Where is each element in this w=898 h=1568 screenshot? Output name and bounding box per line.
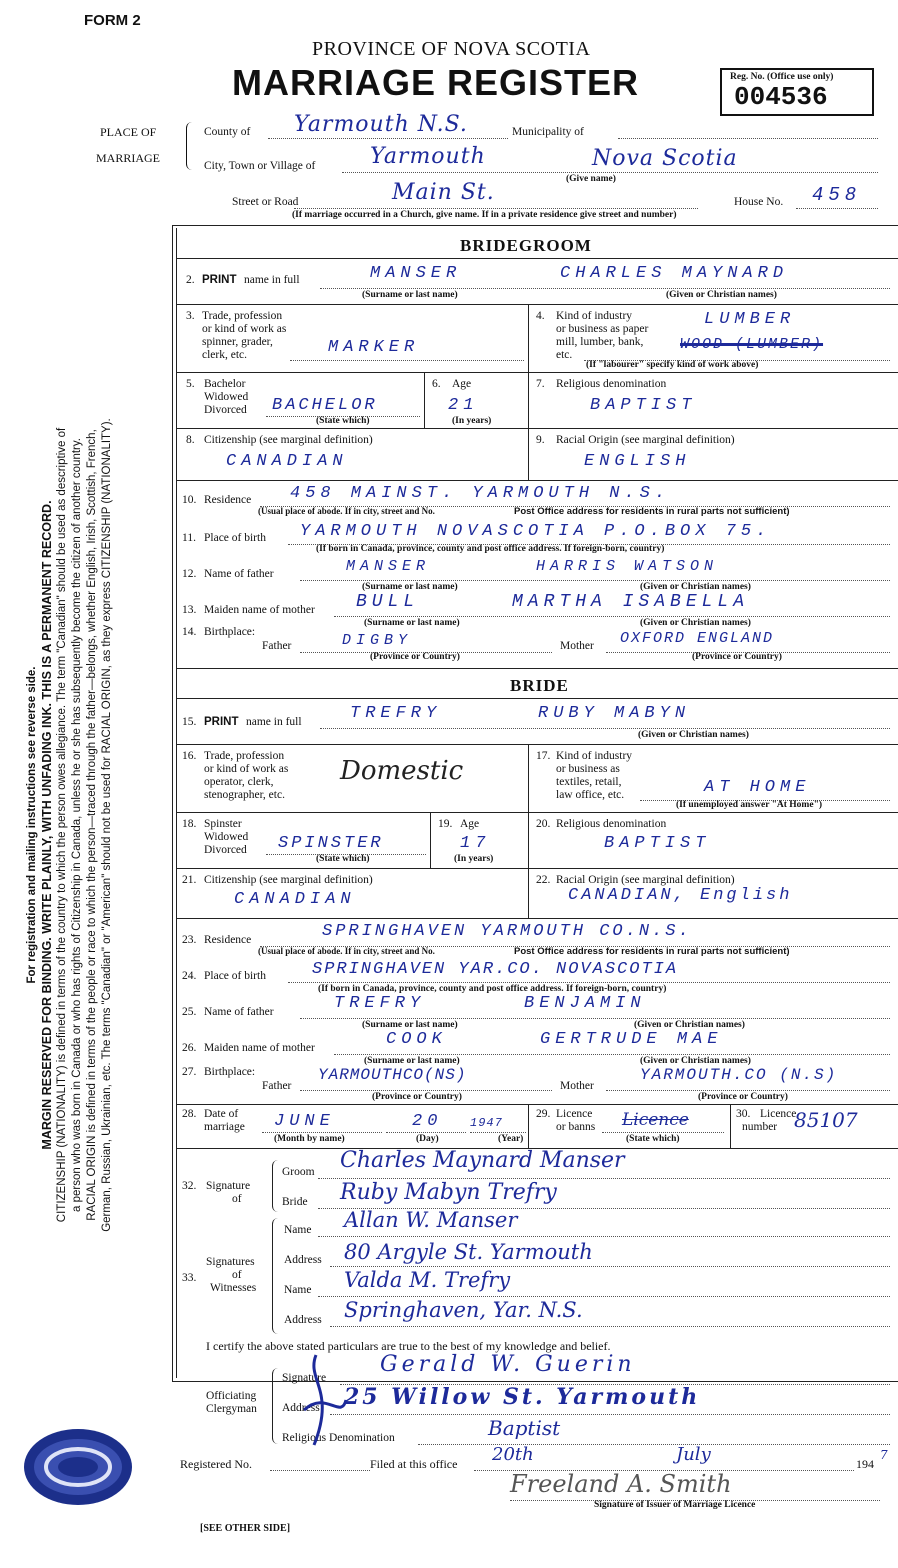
bride-signature: Ruby Mabyn Trefry	[340, 1180, 557, 1205]
bride-religion: BAPTIST	[604, 834, 711, 853]
f12-given-hint: (Given or Christian names)	[640, 582, 751, 592]
f28-day-line	[386, 1132, 466, 1133]
bride-status: SPINSTER	[278, 834, 384, 853]
bride-residence: SPRINGHAVEN YARMOUTH CO.N.S.	[322, 922, 692, 941]
county-label: County of	[204, 126, 251, 138]
f26-given-hint: (Given or Christian names)	[640, 1056, 751, 1066]
registered-line	[270, 1470, 370, 1471]
f23-label: Residence	[204, 934, 252, 946]
f15-line	[320, 728, 890, 729]
f14-num: 14.	[182, 626, 197, 638]
bride-rule-2	[176, 744, 898, 745]
f32-l2: of	[232, 1193, 242, 1205]
groom-rule-5	[176, 480, 898, 481]
frame-inner-left	[176, 228, 177, 1378]
f17-hint: (If unemployed answer "At Home")	[676, 800, 823, 810]
f5-l3: Divorced	[204, 404, 247, 416]
city-label: City, Town or Village of	[204, 160, 316, 172]
form-label: FORM 2	[84, 12, 141, 29]
groom-mother-surname: BULL	[356, 592, 420, 612]
f7-label: Religious denomination	[556, 378, 667, 390]
clergy-addr-label: Address	[282, 1402, 320, 1414]
street-label: Street or Road	[232, 196, 299, 208]
w2-address-line	[330, 1326, 890, 1327]
f4-l3: mill, lumber, bank,	[556, 336, 644, 348]
f22-label: Racial Origin (see marginal definition)	[556, 874, 735, 886]
filed-year-prefix: 194	[856, 1457, 874, 1471]
margin-notes	[25, 175, 115, 1475]
f29-num: 29.	[536, 1108, 551, 1120]
margin-line-4: a person who was born in Canada or who has rights of Citizenship in Canada, unless he or she has subsequently become the citizen of another country.	[71, 438, 83, 1212]
bride-citizenship: CANADIAN	[234, 890, 356, 909]
registered-label: Registered No.	[180, 1457, 252, 1471]
see-other-side: [SEE OTHER SIDE]	[200, 1523, 291, 1534]
issuer-signature: Freeland A. Smith	[510, 1470, 732, 1498]
f28-year-line	[470, 1132, 526, 1133]
street-line	[294, 208, 698, 209]
f9-num: 9.	[536, 434, 545, 446]
f3-l2: or kind of work as	[202, 323, 287, 335]
bride-mother-birth: YARMOUTH.CO (N.S)	[640, 1066, 838, 1084]
witness1-address: 80 Argyle St. Yarmouth	[344, 1240, 593, 1264]
f26-line	[334, 1054, 890, 1055]
groom-col-divider-2	[528, 428, 529, 480]
bride-father-surname: TREFRY	[334, 994, 426, 1013]
groom-surname: MANSER	[370, 264, 462, 283]
bride-industry: AT HOME	[704, 778, 811, 797]
f30-num: 30.	[736, 1108, 751, 1120]
f16-l4: stenographer, etc.	[204, 789, 285, 801]
f15-num: 15.	[182, 716, 197, 728]
give-name-hint: (Give name)	[566, 174, 616, 184]
groom-father-surname: MANSER	[346, 558, 431, 575]
f13-given-hint: (Given or Christian names)	[640, 618, 751, 628]
f10-hint2: Post Office address for residents in rural parts not sufficient)	[514, 506, 790, 517]
groom-industry-struck: WOOD (LUMBER)	[680, 336, 824, 353]
f26-surname-hint: (Surname or last name)	[364, 1056, 460, 1066]
bride-age: 17	[460, 834, 491, 853]
groom-age: 21	[448, 396, 479, 415]
f2-num: 2.	[186, 274, 195, 286]
f9-label: Racial Origin (see marginal definition)	[556, 434, 735, 446]
f21-label: Citizenship (see marginal definition)	[204, 874, 373, 886]
house-label: House No.	[734, 196, 784, 208]
w1-address-label: Address	[284, 1254, 322, 1266]
f4-num: 4.	[536, 310, 545, 322]
clergy-signature: Gerald W. Guerin	[380, 1352, 636, 1377]
city-value: Yarmouth	[370, 144, 486, 169]
f29-l1: Licence	[556, 1108, 593, 1120]
groom-industry: LUMBER	[704, 310, 796, 329]
licence-banns-value: Licence	[622, 1110, 689, 1130]
f20-label: Religious denomination	[556, 818, 667, 830]
groom-rule-2	[176, 304, 898, 305]
f10-num: 10.	[182, 494, 197, 506]
f28-day-hint: (Day)	[416, 1134, 439, 1144]
bride-rule-3	[176, 812, 898, 813]
bride-father-given: BENJAMIN	[524, 994, 646, 1013]
marriage-divider-2	[730, 1104, 731, 1148]
f28-num: 28.	[182, 1108, 197, 1120]
w1-address-line	[330, 1266, 890, 1267]
w2-address-label: Address	[284, 1314, 322, 1326]
f16-l1: Trade, profession	[204, 750, 285, 762]
groom-racial: ENGLISH	[584, 452, 691, 471]
place-heading-2: MARRIAGE	[96, 151, 161, 165]
f6-hint: (In years)	[452, 416, 492, 426]
f27-father-hint: (Province or Country)	[372, 1092, 462, 1102]
county-line	[268, 138, 508, 139]
margin-line-5: RACIAL ORIGIN is defined in terms of the people or race to which the person—traced through the father—belongs, whether English, Irish, Scottish, French,	[86, 429, 98, 1221]
place-note: (If marriage occurred in a Church, give name. If in a private residence give street and number)	[292, 210, 677, 220]
f12-surname-hint: (Surname or last name)	[362, 582, 458, 592]
f33-l1: Signatures	[206, 1256, 255, 1268]
f2-label: name in full	[244, 274, 300, 286]
f33-num: 33.	[182, 1272, 197, 1284]
f27-mother-hint: (Province or Country)	[698, 1092, 788, 1102]
bride-age-divider-r	[528, 812, 529, 868]
bride-col-divider-2	[528, 868, 529, 918]
clergy-l1: Officiating	[206, 1390, 257, 1402]
w2-name-line	[318, 1296, 890, 1297]
f15-label: name in full	[246, 716, 302, 728]
f28-month-line	[262, 1132, 382, 1133]
margin-line-2: MARGIN RESERVED FOR BINDING. WRITE PLAINLY, WITH UNFADING INK. THIS IS A PERMANENT RECORD.	[40, 500, 54, 1150]
groom-signature: Charles Maynard Manser	[340, 1148, 625, 1173]
clergy-religion-label: Religious Denomination	[282, 1432, 395, 1444]
place-brace	[186, 122, 195, 170]
f18-num: 18.	[182, 818, 197, 830]
f30-l2: number	[742, 1121, 778, 1133]
f24-label: Place of birth	[204, 970, 266, 982]
f12-line	[300, 580, 890, 581]
f5-num: 5.	[186, 378, 195, 390]
groom-given: CHARLES MAYNARD	[560, 264, 789, 283]
f16-l3: operator, clerk,	[204, 776, 274, 788]
county-value: Yarmouth N.S.	[294, 112, 468, 137]
f23-hint1: (Usual place of abode. If in city, street and No.	[258, 946, 435, 956]
f5-l2: Widowed	[204, 391, 249, 403]
groom-age-divider-l	[424, 372, 425, 428]
f27-father: Father	[262, 1080, 292, 1092]
filed-label: Filed at this office	[370, 1457, 458, 1471]
f7-num: 7.	[536, 378, 545, 390]
f28-month-hint: (Month by name)	[274, 1134, 345, 1144]
groom-citizenship: CANADIAN	[226, 452, 348, 471]
groom-residence: 458 MAINST. YARMOUTH N.S.	[290, 484, 671, 503]
groom-rule-3	[176, 372, 898, 373]
f30-l1: Licence	[760, 1108, 797, 1120]
clergy-flourish-mark	[296, 1350, 356, 1450]
f19-label: Age	[460, 818, 480, 830]
f13-num: 13.	[182, 604, 197, 616]
city-line	[342, 172, 878, 173]
bride-rule-end	[176, 1104, 898, 1105]
groom-surname-hint: (Surname or last name)	[362, 290, 458, 300]
municipality-line	[618, 138, 878, 139]
groom-trade: MARKER	[328, 338, 420, 357]
f15-given-hint: (Given or Christian names)	[638, 730, 749, 740]
f16-l2: or kind of work as	[204, 763, 289, 775]
f22-num: 22.	[536, 874, 551, 886]
f10-hint1: (Usual place of abode. If in city, street and No.	[258, 506, 435, 516]
bride-age-divider-l	[430, 812, 431, 868]
f27-mother: Mother	[560, 1080, 594, 1092]
witness2-address: Springhaven, Yar. N.S.	[344, 1298, 583, 1322]
bride-surname: TREFRY	[350, 704, 442, 723]
clergy-religion-line	[418, 1444, 890, 1445]
f28-l1: Date of	[204, 1108, 239, 1120]
city-province-value: Nova Scotia	[592, 146, 738, 171]
bride-racial: CANADIAN, English	[568, 886, 793, 905]
groom-rule-4	[176, 428, 898, 429]
bride-sig-label: Bride	[282, 1196, 308, 1208]
f8-num: 8.	[186, 434, 195, 446]
groom-mother-given: MARTHA ISABELLA	[512, 592, 750, 612]
groom-given-hint: (Given or Christian names)	[666, 290, 777, 300]
clergy-religion: Baptist	[488, 1416, 561, 1440]
f24-line	[288, 982, 890, 983]
f3-l4: clerk, etc.	[202, 349, 248, 361]
f21-num: 21.	[182, 874, 197, 886]
f25-label: Name of father	[204, 1006, 274, 1018]
f27-label: Birthplace:	[204, 1066, 256, 1078]
bride-heading: BRIDE	[510, 676, 569, 695]
f16-num: 16.	[182, 750, 197, 762]
w1-name-line	[318, 1236, 890, 1237]
f6-label: Age	[452, 378, 472, 390]
f17-l4: law office, etc.	[556, 789, 625, 801]
f28-l2: marriage	[204, 1121, 245, 1133]
groom-birthplace: YARMOUTH NOVASCOTIA P.O.BOX 75.	[300, 522, 772, 541]
f19-hint: (In years)	[454, 854, 494, 864]
clergy-addr-line	[330, 1414, 890, 1415]
f33-l2: of	[232, 1269, 242, 1281]
margin-line-6: German, Russian, Ukrainian, etc. The terms "Canadian" or "American" should not be used for RACIAL ORIGIN, as they express CITIZENSHIP (NATIONALITY).	[101, 418, 113, 1232]
f25-line	[300, 1018, 890, 1019]
bride-given: RUBY MABYN	[538, 704, 691, 723]
f3-num: 3.	[186, 310, 195, 322]
f23-num: 23.	[182, 934, 197, 946]
f23-hint2: Post Office address for residents in rural parts not sufficient)	[514, 946, 790, 957]
f17-num: 17.	[536, 750, 551, 762]
f17-l1: Kind of industry	[556, 750, 633, 762]
f4-l2: or business as paper	[556, 323, 649, 335]
margin-line-3: CITIZENSHIP (NATIONALITY) is defined in terms of the country to which the person owes allegiance. The term "Canadian" should be used as descriptive of	[56, 427, 68, 1223]
f14-mother: Mother	[560, 640, 594, 652]
f17-l2: or business as	[556, 763, 620, 775]
signature-brace-1	[272, 1160, 281, 1212]
filed-month: July	[676, 1444, 711, 1465]
filed-year: 7	[880, 1448, 888, 1462]
f24-hint: (If born in Canada, province, county and post office address. If foreign-born, country)	[318, 984, 667, 994]
bride-mother-given: GERTRUDE MAE	[540, 1030, 723, 1049]
f32-l1: Signature	[206, 1180, 251, 1192]
f17-l3: textiles, retail,	[556, 776, 622, 788]
licence-number-value: 85107	[794, 1108, 858, 1132]
bride-rule-5	[176, 918, 898, 919]
f13-line	[334, 616, 890, 617]
f19-num: 19.	[438, 818, 453, 830]
house-value: 458	[812, 184, 862, 206]
groom-age-divider-r	[528, 372, 529, 428]
f26-num: 26.	[182, 1042, 197, 1054]
marriage-divider-1	[528, 1104, 529, 1148]
f12-label: Name of father	[204, 568, 274, 580]
bridegroom-heading: BRIDEGROOM	[460, 236, 592, 255]
clergy-l2: Clergyman	[206, 1403, 257, 1415]
f29-l2: or banns	[556, 1121, 596, 1133]
reg-no-label: Reg. No. (Office use only)	[730, 72, 834, 82]
f18-l2: Widowed	[204, 831, 249, 843]
f10-label: Residence	[204, 494, 252, 506]
groom-rule-end	[176, 668, 898, 669]
f18-hint: (State which)	[316, 854, 370, 864]
f15-label-bold: PRINT	[204, 716, 239, 728]
f14-father-hint: (Province or Country)	[370, 652, 460, 662]
groom-col-divider-1	[528, 304, 529, 372]
f2-line	[320, 288, 890, 289]
f5-l1: Bachelor	[204, 378, 246, 390]
groom-rule-top	[176, 258, 898, 259]
bride-father-birth: YARMOUTHCO(NS)	[318, 1066, 467, 1084]
bride-rule-4	[176, 868, 898, 869]
f4-hint: (If "labourer" specify kind of work above)	[586, 360, 759, 370]
groom-sig-label: Groom	[282, 1166, 315, 1178]
f18-l3: Divorced	[204, 844, 247, 856]
f4-l4: etc.	[556, 349, 573, 361]
f25-surname-hint: (Surname or last name)	[362, 1020, 458, 1030]
witness1-name: Allan W. Manser	[344, 1208, 518, 1232]
marriage-month: JUNE	[274, 1112, 335, 1131]
groom-religion: BAPTIST	[590, 396, 697, 415]
groom-mother-birth: OXFORD ENGLAND	[620, 630, 775, 647]
bride-mother-surname: COOK	[386, 1030, 447, 1049]
groom-father-given: HARRIS WATSON	[536, 558, 719, 575]
f14-label: Birthplace:	[204, 626, 256, 638]
f27-num: 27.	[182, 1066, 197, 1078]
f27-father-line	[300, 1090, 552, 1091]
margin-line-1: For registration and mailing instructions see reverse side.	[26, 666, 38, 984]
f3-l3: spinner, grader,	[202, 336, 273, 348]
f32-num: 32.	[182, 1180, 197, 1192]
f3-line	[290, 360, 524, 361]
f24-num: 24.	[182, 970, 197, 982]
clergy-address: 25 Willow St. Yarmouth	[344, 1384, 701, 1410]
f11-label: Place of birth	[204, 532, 266, 544]
w2-name-label: Name	[284, 1284, 312, 1296]
reg-no-value: 004536	[734, 82, 828, 112]
f11-hint: (If born in Canada, province, county and post office address. If foreign-born, country)	[316, 544, 665, 554]
groom-sig-line	[318, 1178, 890, 1179]
f3-l1: Trade, profession	[202, 310, 283, 322]
province-heading: PROVINCE OF NOVA SCOTIA	[312, 38, 591, 60]
f4-l1: Kind of industry	[556, 310, 633, 322]
bride-trade: Domestic	[340, 756, 464, 786]
groom-status: BACHELOR	[272, 396, 378, 415]
f14-father: Father	[262, 640, 292, 652]
reg-no-box	[720, 68, 874, 116]
filed-day: 20th	[492, 1444, 534, 1465]
bride-rule-top	[176, 698, 898, 699]
certify-text: I certify the above stated particulars are true to the best of my knowledge and belief.	[206, 1339, 611, 1353]
issuer-hint: Signature of Issuer of Marriage Licence	[594, 1500, 756, 1510]
f11-num: 11.	[182, 532, 196, 544]
bride-birthplace: SPRINGHAVEN YAR.CO. NOVASCOTIA	[312, 960, 679, 979]
groom-father-birth: DIGBY	[342, 632, 413, 649]
f14-mother-hint: (Province or Country)	[692, 652, 782, 662]
f25-given-hint: (Given or Christian names)	[634, 1020, 745, 1030]
f20-num: 20.	[536, 818, 551, 830]
f8-label: Citizenship (see marginal definition)	[204, 434, 373, 446]
signature-brace-3	[272, 1368, 281, 1444]
f29-hint: (State which)	[626, 1134, 680, 1144]
f26-label: Maiden name of mother	[204, 1042, 315, 1054]
place-heading-1: PLACE OF	[100, 125, 157, 139]
f25-num: 25.	[182, 1006, 197, 1018]
f33-l3: Witnesses	[210, 1282, 257, 1294]
f27-mother-line	[606, 1090, 890, 1091]
f2-label-bold: PRINT	[202, 274, 237, 286]
f18-l1: Spinster	[204, 818, 242, 830]
f13-label: Maiden name of mother	[204, 604, 315, 616]
f5-hint: (State which)	[316, 416, 370, 426]
marriage-year: 1947	[470, 1116, 503, 1130]
f12-num: 12.	[182, 568, 197, 580]
clergy-sig-label: Signature	[282, 1372, 327, 1384]
f28-year-hint: (Year)	[498, 1134, 524, 1144]
f29-line	[602, 1132, 724, 1133]
signature-brace-2	[272, 1218, 281, 1334]
w1-name-label: Name	[284, 1224, 312, 1236]
marriage-day: 20	[412, 1112, 443, 1131]
witness2-name: Valda M. Trefry	[344, 1268, 511, 1292]
f13-surname-hint: (Surname or last name)	[364, 618, 460, 628]
street-value: Main St.	[392, 180, 495, 205]
bride-col-divider-1	[528, 744, 529, 812]
municipality-label: Municipality of	[512, 126, 584, 138]
f6-num: 6.	[432, 378, 441, 390]
house-line	[796, 208, 878, 209]
page-title: MARRIAGE REGISTER	[232, 62, 640, 103]
